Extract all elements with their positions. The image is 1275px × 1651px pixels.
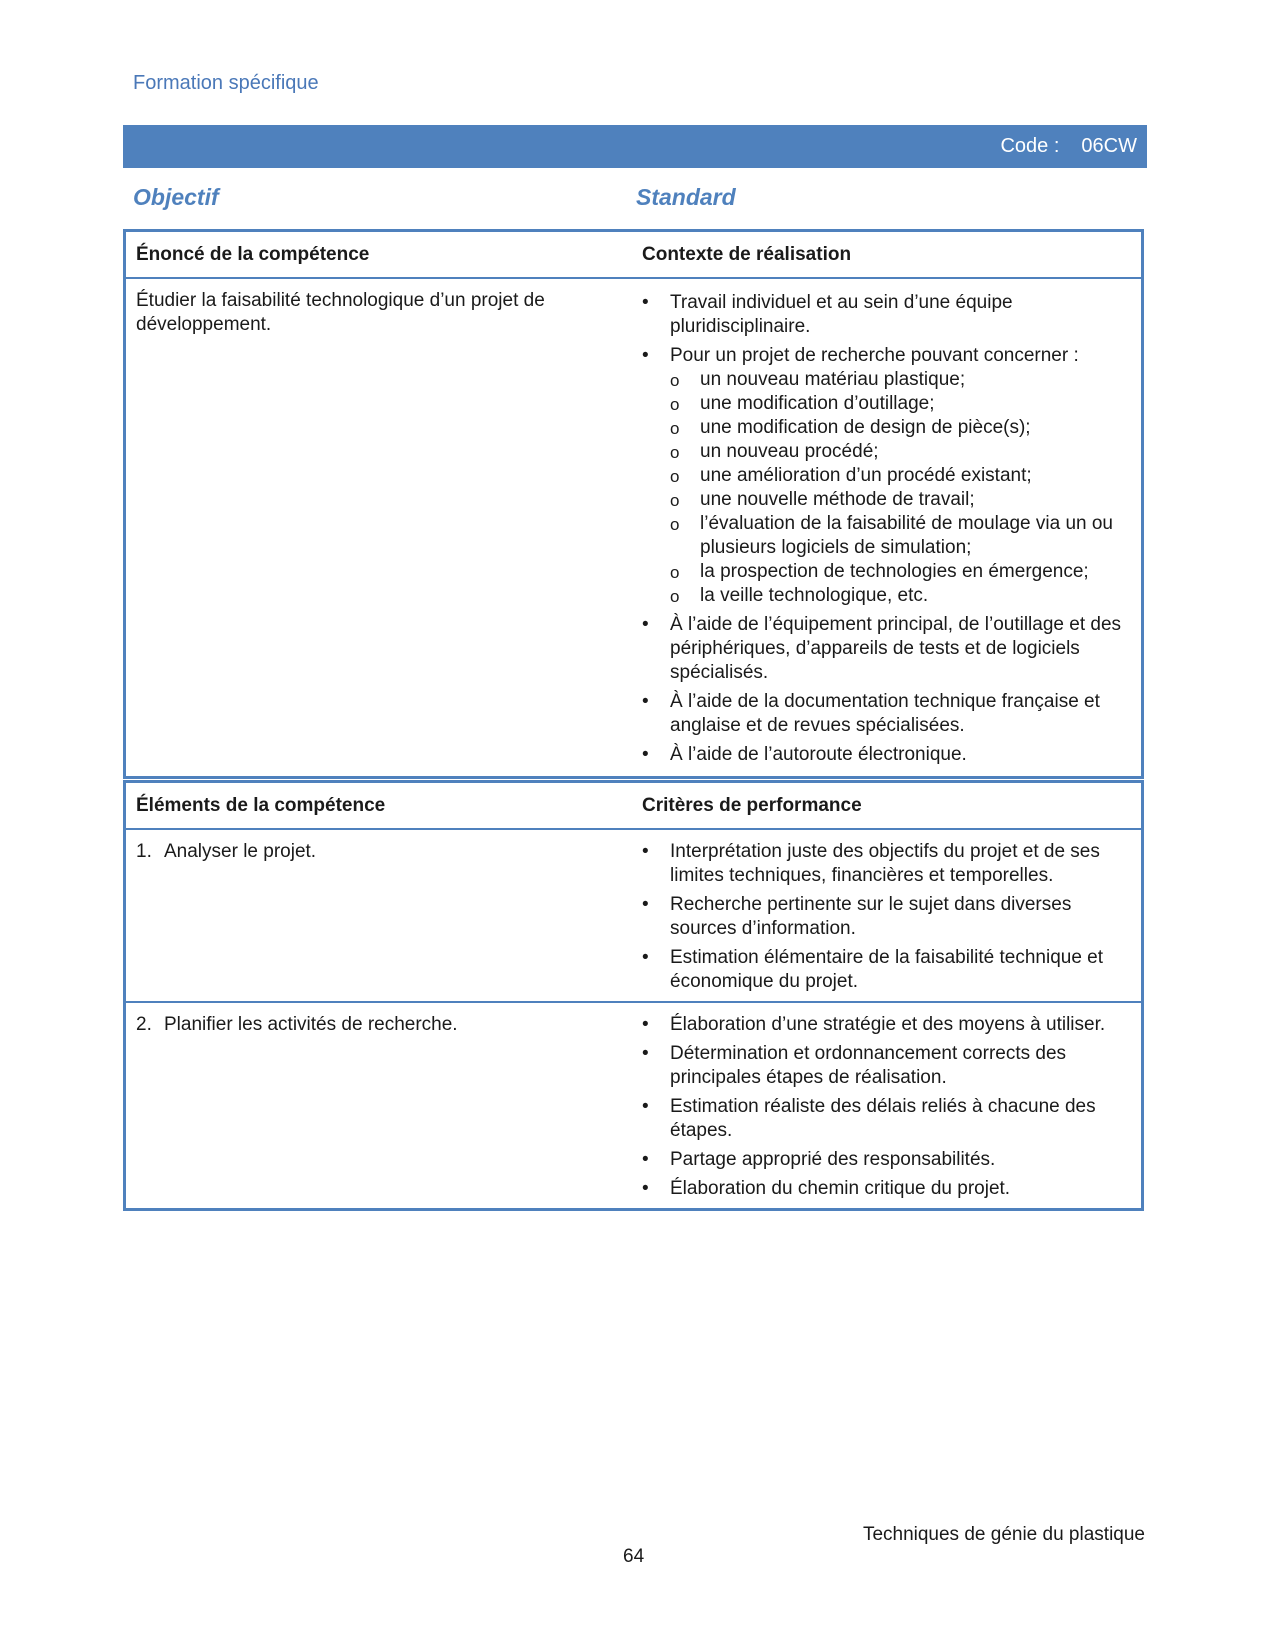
competence-row: [125, 278, 1143, 778]
element-label: Planifier les activités de recherche.: [164, 1014, 458, 1035]
criteria-cell: [632, 1002, 1143, 1210]
competence-statement: Étudier la faisabilité technologique d’un projet de développement.: [136, 290, 545, 335]
elements-header: Éléments de la compétence: [125, 782, 633, 830]
context-item-text: À l’aide de l’autoroute électronique.: [670, 744, 967, 765]
element-cell: [125, 1002, 633, 1210]
criteria-cell: [632, 829, 1143, 1002]
context-item: [642, 690, 1131, 738]
context-subitem: o la prospection de technologies en émergence;: [670, 560, 1131, 584]
criteria-item: • Élaboration d’une stratégie et des moyens à utiliser.: [642, 1013, 1131, 1037]
code-value: 06CW: [1081, 135, 1137, 157]
criteria-item: • Recherche pertinente sur le sujet dans diverses sources d’information.: [642, 893, 1131, 941]
enonce-header: Énoncé de la compétence: [125, 231, 633, 279]
context-item: [642, 743, 1131, 767]
page-number: 64: [623, 1546, 645, 1567]
element-row: [125, 1002, 1143, 1210]
competence-table: [123, 229, 1144, 779]
contexte-header: Contexte de réalisation: [632, 231, 1143, 279]
context-subitem: o la veille technologique, etc.: [670, 584, 1131, 608]
section-label: Formation spécifique: [133, 72, 319, 94]
context-subitem: o un nouveau matériau plastique;: [670, 368, 1131, 392]
competence-table-header: [125, 231, 1143, 279]
criteria-item: • Partage approprié des responsabilités.: [642, 1148, 1131, 1172]
criteria-list: [642, 840, 1131, 994]
criteria-header: Critères de performance: [632, 782, 1143, 830]
criteria-item: • Interprétation juste des objectifs du projet et de ses limites techniques, financières et temporelles.: [642, 840, 1131, 888]
elements-table-header: [125, 782, 1143, 830]
criteria-item: • Estimation élémentaire de la faisabilité technique et économique du projet.: [642, 946, 1131, 994]
code-label: Code :: [1000, 135, 1060, 157]
criteria-item: • Détermination et ordonnancement corrects des principales étapes de réalisation.: [642, 1042, 1131, 1090]
context-item: [642, 613, 1131, 685]
elements-table: [123, 780, 1144, 1211]
context-subitem: o un nouveau procédé;: [670, 440, 1131, 464]
context-cell: [632, 278, 1143, 778]
element-row: [125, 829, 1143, 1002]
context-subitem: o une modification de design de pièce(s);: [670, 416, 1131, 440]
element-label: Analyser le projet.: [164, 841, 317, 862]
context-sublist: [670, 368, 1131, 608]
context-item: [642, 344, 1131, 608]
context-item-text: À l’aide de l’équipement principal, de l’outillage et des périphériques, d’appareils de tests et de logiciels spécialisés.: [670, 614, 1122, 683]
context-item: [642, 291, 1131, 339]
context-subitem: o une nouvelle méthode de travail;: [670, 488, 1131, 512]
footer-program-title: Techniques de génie du plastique: [862, 1524, 1145, 1545]
context-subitem: o une modification d’outillage;: [670, 392, 1131, 416]
criteria-list: [642, 1013, 1131, 1201]
code-bar: [123, 125, 1147, 168]
context-item-text: Pour un projet de recherche pouvant concerner :: [670, 345, 1079, 366]
context-subitem: o une amélioration d’un procédé existant;: [670, 464, 1131, 488]
element-number: 2.: [136, 1014, 152, 1035]
context-subitem: o l’évaluation de la faisabilité de moulage via un ou plusieurs logiciels de simulation;: [670, 512, 1131, 560]
element-cell: [125, 829, 633, 1002]
standard-heading: Standard: [636, 184, 736, 210]
criteria-item: • Élaboration du chemin critique du projet.: [642, 1177, 1131, 1201]
objectif-heading: Objectif: [133, 184, 219, 210]
context-item-text: Travail individuel et au sein d’une équipe pluridisciplinaire.: [670, 292, 1013, 337]
context-item-text: À l’aide de la documentation technique française et anglaise et de revues spécialisées.: [670, 691, 1100, 736]
criteria-item: • Estimation réaliste des délais reliés à chacune des étapes.: [642, 1095, 1131, 1143]
context-list: [642, 291, 1131, 767]
element-number: 1.: [136, 841, 152, 862]
